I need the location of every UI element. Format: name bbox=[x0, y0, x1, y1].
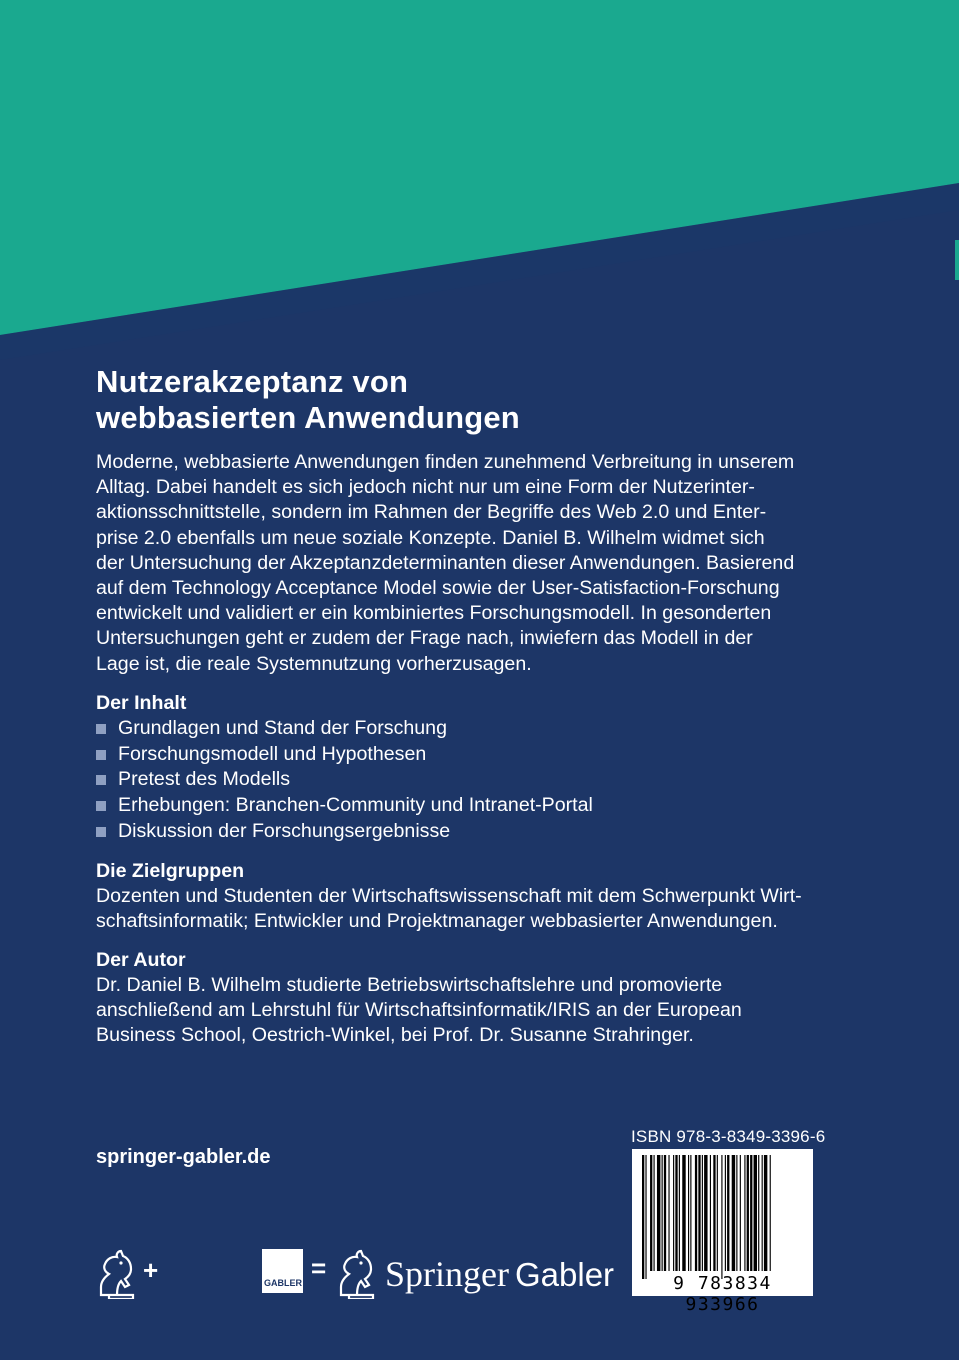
book-description bbox=[96, 450, 876, 677]
square-bullet-icon bbox=[96, 724, 106, 734]
barcode-number: 9 783834 933966 bbox=[673, 1273, 772, 1315]
publisher-website: springer-gabler.de bbox=[96, 1146, 271, 1168]
gabler-logo-label: GABLER bbox=[264, 1278, 302, 1288]
list-item bbox=[96, 793, 876, 819]
isbn-label: ISBN 978-3-8349-3396-6 bbox=[631, 1127, 826, 1146]
barcode-bar bbox=[725, 1155, 726, 1271]
list-item-text: Forschungsmodell und Hypothesen bbox=[118, 742, 427, 765]
autor-text bbox=[96, 973, 876, 1048]
section-heading-autor: Der Autor bbox=[96, 948, 186, 971]
square-bullet-icon bbox=[96, 750, 106, 760]
barcode-bar bbox=[654, 1155, 655, 1271]
autor-line: Business School, Oestrich-Winkel, bei Prof. Dr. Susanne Strahringer. bbox=[96, 1023, 694, 1046]
barcode-bar bbox=[764, 1155, 767, 1271]
description-line: der Untersuchung der Akzeptanzdeterminanten dieser Anwendungen. Basierend bbox=[96, 551, 795, 574]
logo-plus: + bbox=[143, 1255, 159, 1285]
description-line: Alltag. Dabei handelt es sich jedoch nicht nur um eine Form der Nutzerinter- bbox=[96, 476, 755, 499]
barcode-bar bbox=[668, 1155, 669, 1271]
barcode-bar bbox=[762, 1155, 763, 1271]
barcode-bar bbox=[662, 1155, 663, 1271]
barcode-bar bbox=[740, 1155, 741, 1271]
description-line: Moderne, webbasierte Anwendungen finden zunehmend Verbreitung in unserem bbox=[96, 451, 795, 473]
barcode-bar bbox=[754, 1155, 757, 1271]
brand-gabler: Gabler bbox=[514, 1256, 615, 1293]
inhalt-list bbox=[96, 716, 876, 845]
description-line: Untersuchungen geht er zudem der Frage nach, inwiefern das Modell in der bbox=[96, 627, 753, 650]
barcode-bar bbox=[710, 1155, 711, 1271]
list-item bbox=[96, 716, 876, 742]
publisher-logo bbox=[95, 1243, 615, 1303]
autor-line: anschließend am Lehrstuhl für Wirtschaftsinformatik/IRIS an der European bbox=[96, 998, 742, 1021]
barcode-bar bbox=[702, 1155, 703, 1271]
description-line: Lage ist, die reale Systemnutzung vorherzusagen. bbox=[96, 652, 532, 675]
barcode-bar bbox=[657, 1155, 660, 1271]
square-bullet-icon bbox=[96, 827, 106, 837]
springer-horse-icon bbox=[335, 1247, 379, 1299]
autor-line: Dr. Daniel B. Wilhelm studierte Betriebswirtschaftslehre und promovierte bbox=[96, 973, 723, 996]
square-bullet-icon bbox=[96, 775, 106, 785]
section-heading-zielgruppen: Die Zielgruppen bbox=[96, 859, 245, 882]
list-item bbox=[96, 819, 876, 845]
square-bullet-icon bbox=[96, 801, 106, 811]
description-line: aktionsschnittstelle, sondern im Rahmen der Begriffe des Web 2.0 und Enter- bbox=[96, 501, 767, 524]
back-cover-text bbox=[96, 364, 876, 1048]
barcode bbox=[632, 1149, 813, 1315]
list-item-text: Erhebungen: Branchen-Community und Intranet-Portal bbox=[118, 794, 593, 817]
list-item-text: Pretest des Modells bbox=[118, 768, 291, 791]
barcode-bar bbox=[770, 1155, 771, 1271]
list-item bbox=[96, 767, 876, 793]
barcode-bar bbox=[698, 1155, 700, 1271]
barcode-bar bbox=[688, 1155, 689, 1271]
zielgruppen-line: schaftsinformatik; Entwickler und Projektmanager webbasierter Anwendungen. bbox=[96, 909, 778, 932]
barcode-bar bbox=[679, 1155, 680, 1271]
section-heading-inhalt: Der Inhalt bbox=[96, 691, 187, 714]
springer-gabler-wordmark bbox=[385, 1253, 614, 1295]
barcode-bar bbox=[732, 1155, 735, 1271]
barcode-bar bbox=[645, 1155, 646, 1279]
description-line: prise 2.0 ebenfalls um neue soziale Konzepte. Daniel B. Wilhelm widmet sich bbox=[96, 526, 765, 549]
description-line: entwickelt und validiert er ein kombiniertes Forschungsmodell. In gesonderten bbox=[96, 602, 772, 625]
barcode-bar bbox=[650, 1155, 652, 1271]
barcode-bar bbox=[695, 1155, 697, 1271]
barcode-bar bbox=[675, 1155, 677, 1271]
barcode-bar bbox=[690, 1155, 691, 1271]
barcode-bar bbox=[664, 1155, 666, 1271]
barcode-bar bbox=[758, 1155, 759, 1271]
list-item-text: Diskussion der Forschungsergebnisse bbox=[118, 820, 451, 843]
barcode-bar bbox=[727, 1155, 729, 1271]
barcode-bar bbox=[721, 1155, 722, 1279]
list-item-text: Grundlagen und Stand der Forschung bbox=[118, 716, 447, 739]
barcode-bar bbox=[713, 1155, 715, 1271]
barcode-bar bbox=[642, 1155, 644, 1279]
zielgruppen-text bbox=[96, 884, 876, 934]
barcode-bar bbox=[673, 1155, 674, 1271]
barcode-bar bbox=[682, 1155, 685, 1271]
springer-horse-icon bbox=[95, 1247, 139, 1299]
barcode-bar bbox=[717, 1155, 718, 1271]
book-title bbox=[96, 364, 876, 436]
section-zielgruppen bbox=[96, 859, 876, 934]
barcode-bar bbox=[750, 1155, 752, 1271]
list-item bbox=[96, 742, 876, 768]
book-title-line-1: Nutzerakzeptanz von bbox=[96, 364, 409, 399]
zielgruppen-line: Dozenten und Studenten der Wirtschaftswissenschaft mit dem Schwerpunkt Wirt- bbox=[96, 884, 802, 907]
logo-equals: = bbox=[311, 1253, 327, 1283]
barcode-bar bbox=[744, 1155, 745, 1271]
barcode-bar bbox=[747, 1155, 749, 1271]
book-title-line-2: webbasierten Anwendungen bbox=[96, 400, 520, 435]
barcode-bar bbox=[704, 1155, 707, 1271]
brand-springer: Springer bbox=[385, 1254, 509, 1294]
section-inhalt bbox=[96, 691, 876, 845]
barcode-bar bbox=[736, 1155, 737, 1271]
section-autor bbox=[96, 948, 876, 1048]
description-line: auf dem Technology Acceptance Model sowie der User-Satisfaction-Forschung bbox=[96, 577, 780, 600]
